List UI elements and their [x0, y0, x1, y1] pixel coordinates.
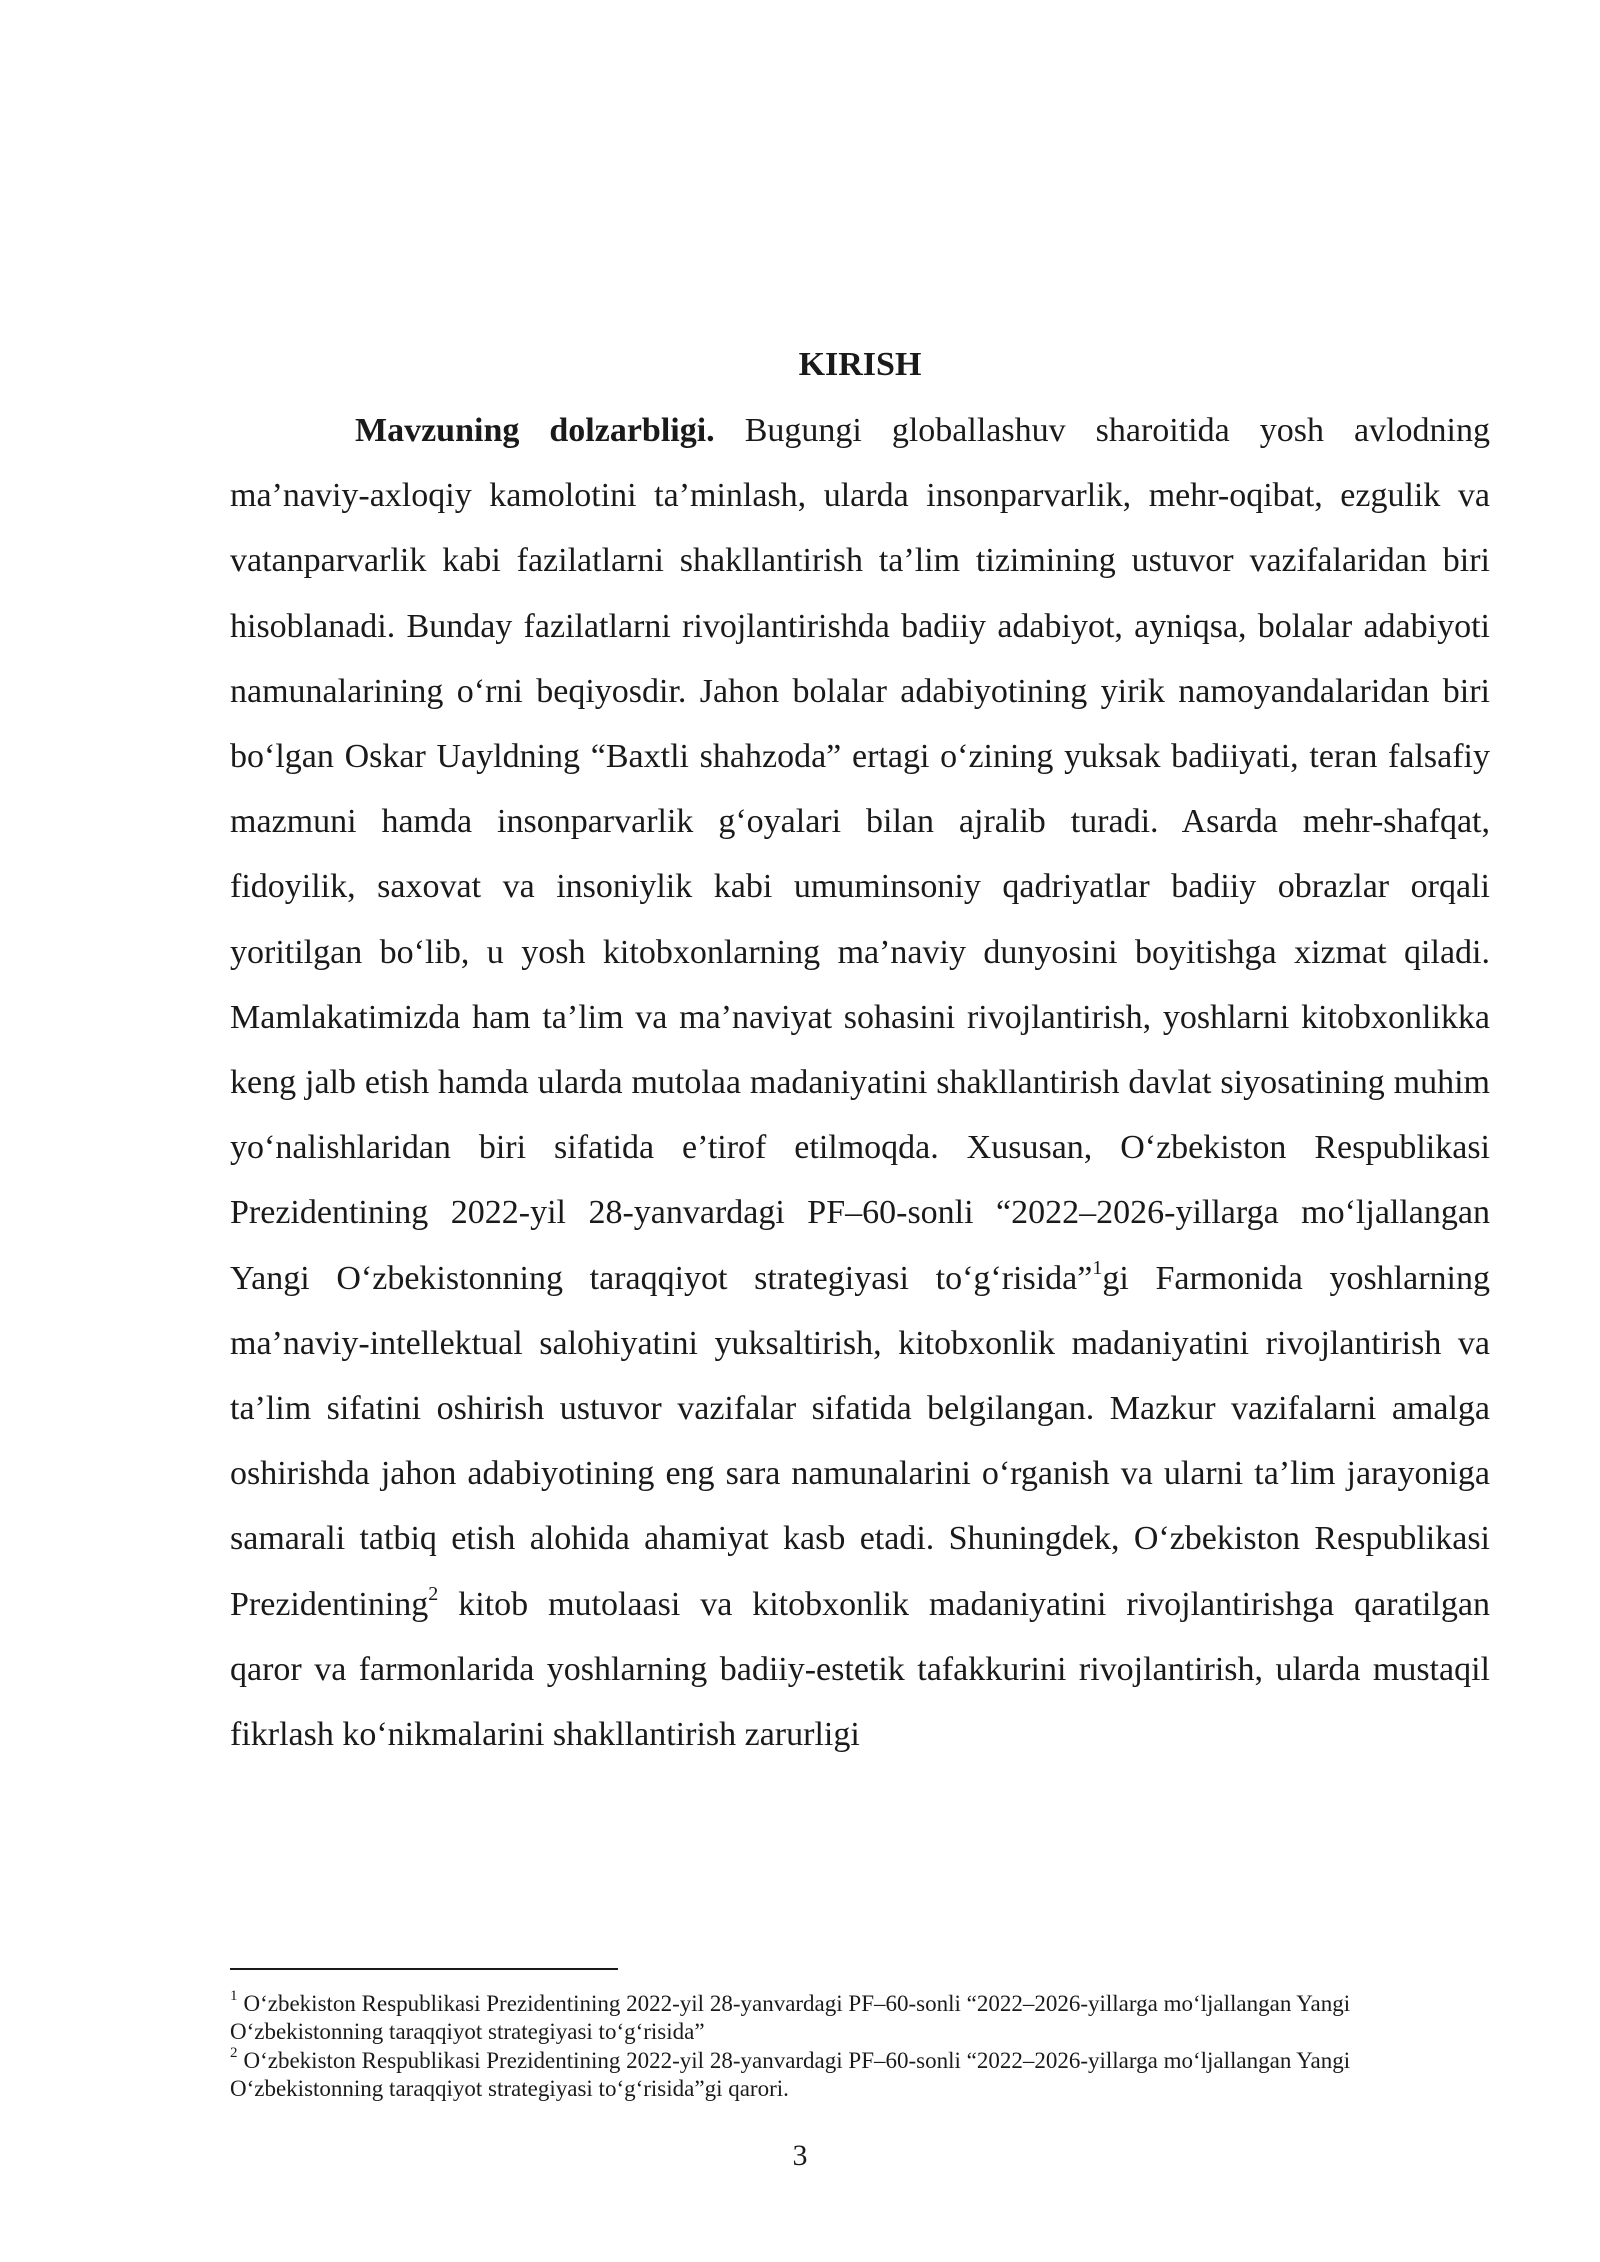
- page-number: 3: [792, 2139, 808, 2172]
- section-heading: KIRISH: [798, 346, 922, 383]
- footnote-number-2: 2: [230, 2045, 238, 2062]
- footnote-reference-1[interactable]: 1: [1092, 1257, 1103, 1280]
- main-content: [230, 340, 1490, 1767]
- paragraph-text-part-3: kitob mutolaasi va kitobxonlik madaniyatini rivojlantirishga qaratilgan qaror va farmonlarida yoshlarning badiiy-estetik tafakkurini rivojlantirish, ularda mustaqil fikrlash ko‘nikmalarini shakllantirish zarurligi: [230, 1585, 1490, 1754]
- footnote-1: [230, 1990, 1490, 2046]
- footnote-reference-2[interactable]: 2: [428, 1583, 439, 1606]
- footnote-separator: [230, 1968, 618, 1970]
- footnote-text-2: O‘zbekiston Respublikasi Prezidentining 2022-yil 28-yanvardagi PF–60-sonli “2022–2026-yillarga mo‘ljallangan Yangi O‘zbekistonning taraqqiyot strategiyasi to‘g‘risida”gi qarori.: [230, 2048, 1351, 2101]
- footnote-2: [230, 2047, 1490, 2103]
- paragraph-text-part-2: gi Farmonida yoshlarning ma’naviy-intellektual salohiyatini yuksaltirish, kitobxonlik madaniyatini rivojlantirish va ta’lim sifatini oshirish ustuvor vazifalar sifatida belgilangan. Mazkur vazifalarni amalga oshirishda jahon adabiyotining eng sara namunalarini o‘rganish va ularni ta’lim jarayoniga samarali tatbiq etish alohida ahamiyat kasb etadi. Shuningdek, O‘zbekiston Respublikasi Prezidentining: [230, 1259, 1490, 1623]
- paragraph-lead: Mavzuning dolzarbligi.: [355, 412, 715, 449]
- footnote-number-1: 1: [230, 1988, 238, 2005]
- body-paragraph: [230, 398, 1490, 1767]
- footnote-text-1: O‘zbekiston Respublikasi Prezidentining 2022-yil 28-yanvardagi PF–60-sonli “2022–2026-yillarga mo‘ljallangan Yangi O‘zbekistonning taraqqiyot strategiyasi to‘g‘risida”: [230, 1991, 1351, 2044]
- paragraph-text-part-1: Bugungi globallashuv sharoitida yosh avlodning ma’naviy-axloqiy kamolotini ta’minlash, ularda insonparvarlik, mehr-oqibat, ezgulik va vatanparvarlik kabi fazilatlarni shakllantirish ta’lim tizimining ustuvor vazifalaridan biri hisoblanadi. Bunday fazilatlarni rivojlantirishda badiiy adabiyot, ayniqsa, bolalar adabiyoti namunalarining o‘rni beqiyosdir. Jahon bolalar adabiyotining yirik namoyandalaridan biri bo‘lgan Oskar Uayldning “Baxtli shahzoda” ertagi o‘zining yuksak badiiyati, teran falsafiy mazmuni hamda insonparvarlik g‘oyalari bilan ajralib turadi. Asarda mehr-shafqat, fidoyilik, saxovat va insoniylik kabi umuminsoniy qadriyatlar badiiy obrazlar orqali yoritilgan bo‘lib, u yosh kitobxonlarning ma’naviy dunyosini boyitishga xizmat qiladi. Mamlakatimizda ham ta’lim va ma’naviyat sohasini rivojlantirish, yoshlarni kitobxonlikka keng jalb etish hamda ularda mutolaa madaniyatini shakllantirish davlat siyosatining muhim yo‘nalishlaridan biri sifatida e’tirof etilmoqda. Xususan, O‘zbekiston Respublikasi Prezidentining 2022-yil 28-yanvardagi PF–60-sonli “2022–2026-yillarga mo‘ljallangan Yangi O‘zbekistonning taraqqiyot strategiyasi to‘g‘risida”: [230, 412, 1490, 1297]
- footnotes-section: [230, 1968, 1490, 2104]
